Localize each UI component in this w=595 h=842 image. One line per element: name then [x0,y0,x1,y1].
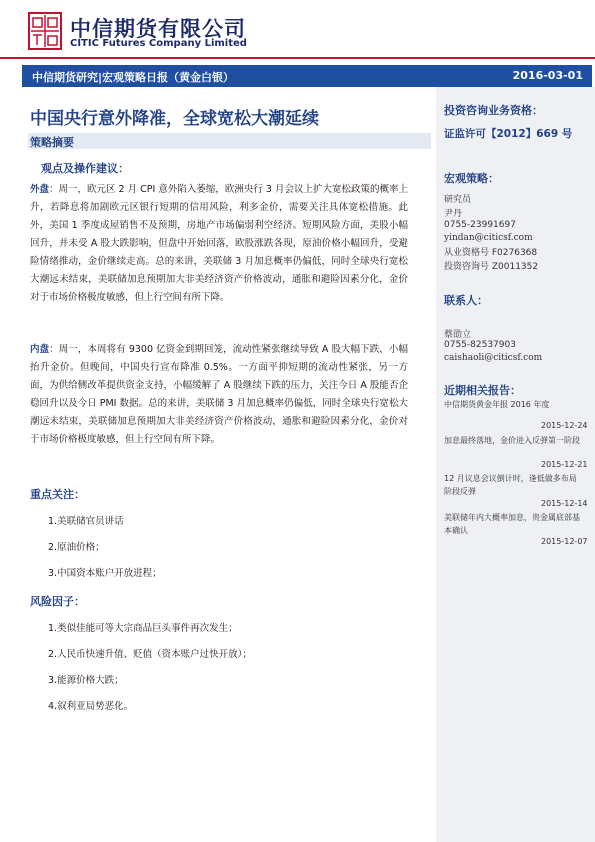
related-report-date: 2015-12-07 [541,537,588,546]
focus-item: 1.美联储官员讲话 [48,516,124,527]
analyst-email[interactable]: yindan@citicsf.com [444,233,533,243]
risk-item: 3.能源价格大跌； [48,675,124,686]
related-report-title[interactable]: 美联储年内大概率加息，贵金属底部基本确认 [444,513,580,535]
company-logo [28,12,62,50]
related-report-title[interactable]: 中信期货黄金年报 2016 年度 [444,400,550,409]
report-series-title: 中信期货研究|宏观策略日报（黄金白银） [32,71,235,84]
report-headline: 中国央行意外降准，全球宽松大潮延续 [30,109,319,129]
external-market-lead: 外盘 [30,184,50,195]
contact-phone: 0755-82537903 [444,340,516,350]
risk-item: 1.类似佳能可等大宗商品巨头事件再次发生； [48,623,238,634]
external-market-paragraph [30,181,408,307]
risk-item: 4.叙利亚局势恶化。 [48,701,134,712]
company-name-en: CITIC Futures Company Limited [70,38,247,49]
risk-heading: 风险因子： [30,595,85,608]
focus-item: 2.原油价格； [48,542,105,553]
analyst-name: 尹丹 [444,209,463,219]
related-report-date: 2015-12-21 [541,460,588,469]
risk-item: 2.人民币快速升值、贬值（资本账户过快开放）； [48,649,252,660]
contact-email[interactable]: caishaoli@citicsf.com [444,353,543,363]
related-reports-heading: 近期相关报告： [444,384,521,397]
focus-heading: 重点关注： [30,488,85,501]
header-divider [0,57,595,59]
focus-item: 3.中国资本账户开放进程； [48,568,162,579]
macro-strategy-heading: 宏观策略： [444,172,499,185]
citic-seal-icon [28,12,62,50]
domestic-market-text: ：周一，本周将有 9300 亿资金到期回笼，流动性紧张继续导致 A 股大幅下跌，小幅抬升金价。但晚间，中国央行宣布降准 0.5%。一方面平抑短期的流动性紧张，另一方面，为供给侧改革提供资金支持，小幅缓解了 A 股继续下跌的压力，关注今日 A 股能否企稳回升以及今日 PMI 数据。总的来讲，美联储 3 月加息概率仍偏低，同时全球央行宽松大潮远未结束，美联储加息预期加大非美经济资产价格波动，通胀和避险因素分化，金价对于市场价格极度敏感，但上行空间有所下降。 [30,344,408,445]
qualification-heading: 投资咨询业务资格： [444,104,543,117]
domestic-market-lead: 内盘 [30,344,50,355]
company-name-cn: 中信期货有限公司 [70,17,246,41]
domestic-market-paragraph [30,341,408,449]
related-report-date: 2015-12-14 [541,499,588,508]
analyst-cert-number: 从业资格号 F0276368 [444,248,538,258]
related-report-date: 2015-12-24 [541,421,588,430]
license-number: 证监许可【2012】669 号 [444,128,573,140]
external-market-text: ：周一，欧元区 2 月 CPI 意外陷入萎缩，欧洲央行 3 月会议上扩大宽松政策的概率上升，若降息将加剧欧元区银行短期的信用风险，利多金价，需要关注具体宽松措施。此外，美国 1 季度成屋销售不及预期，房地产市场偏弱利空经济。短期风险方面，美股小幅回升，并未受 A 股大跌影响，但盘中开始回落，欧股涨跌各现，原油价格小幅回升，受避险情绪推动，金价继续走高。总的来讲，美联储 3 月加息概率仍偏低，同时全球央行宽松大潮远未结束，美联储加息预期加大非美经济资产价格波动，通胀和避险因素分化，金价对于市场价格极度敏感，但上行空间有所下降。 [30,184,408,303]
analyst-phone: 0755-23991697 [444,220,516,230]
summary-label: 策略摘要 [30,136,74,149]
report-date: 2016-03-01 [512,69,583,82]
analyst-advisory-number: 投资咨询号 Z0011352 [444,262,539,272]
summary-band [28,133,431,149]
contact-heading: 联系人： [444,294,488,307]
related-report-title[interactable]: 12 月议息会议倒计时，逢低做多布局阶段反弹 [444,474,577,496]
view-heading: 观点及操作建议： [41,162,129,175]
contact-name: 蔡劭立 [444,330,472,340]
analyst-role: 研究员 [444,195,472,205]
related-report-title[interactable]: 加息最终落地，金价进入反弹第一阶段 [444,436,580,445]
